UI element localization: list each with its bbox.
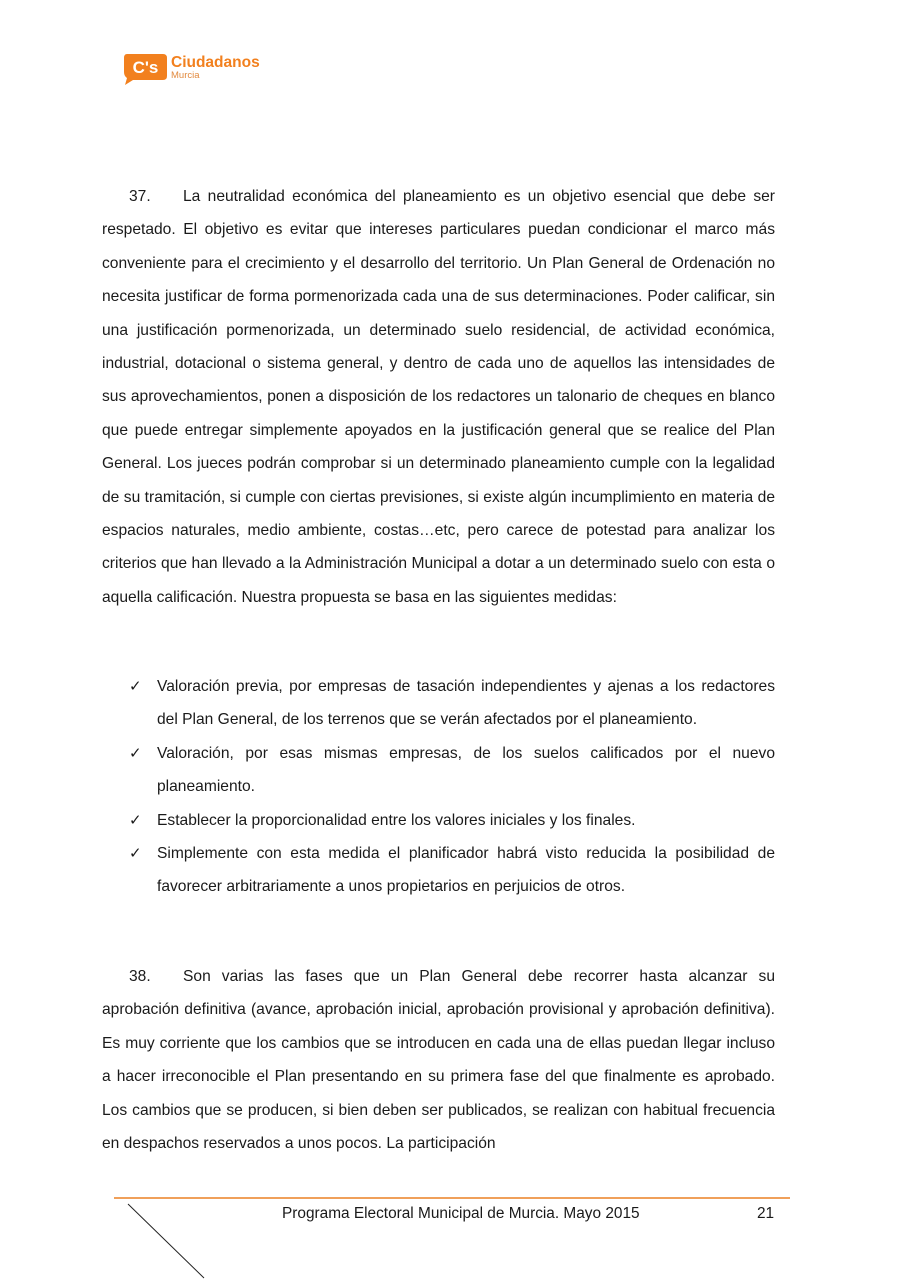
logo-mark: C's — [132, 58, 159, 77]
page-number: 21 — [757, 1205, 775, 1222]
checkmark-icon: ✓ — [129, 844, 142, 863]
paragraph-text: La neutralidad económica del planeamiento es un objetivo esencial que debe ser respetado. El objetivo es evitar que intereses particulares puedan condicionar el marco más conveniente para el crecimiento y el desarrollo del territorio. Un Plan General de Ordenación no necesita justificar de forma pormenorizada cada una de sus determinaciones. Poder calificar, sin una justificación pormenorizada, un determinado suelo residencial, de actividad económica, industrial, dotacional o sistema general, y dentro de cada uno de aquellos las intensidades de sus aprovechamientos, ponen a disposición de los redactores un talonario de cheques en blanco que puede entregar simplemente apoyados en la justificación general que se realice del Plan General. Los jueces podrán comprobar si un determinado planeamiento cumple con la legalidad de su tramitación, si cumple con ciertas previsiones, si existe algún incumplimiento en materia de espacios naturales, medio ambiente, costas…etc, pero carece de potestad para analizar los criterios que han llevado a la Administración Municipal a dotar a un determinado suelo con esta o aquella calificación. Nuestra propuesta se basa en las siguientes medidas: — [102, 188, 775, 606]
list-item — [102, 737, 775, 804]
measures-list — [102, 670, 775, 904]
list-item-text: Valoración previa, por empresas de tasación independientes y ajenas a los redactores del Plan General, de los terrenos que se verán afectados por el planeamiento. — [157, 678, 775, 729]
list-item — [102, 804, 775, 837]
logo-place: Murcia — [171, 70, 200, 81]
checkmark-icon: ✓ — [129, 677, 142, 695]
logo-name: Ciudadanos — [171, 54, 260, 71]
footer-divider — [114, 1197, 790, 1199]
list-item — [102, 670, 775, 737]
ciudadanos-logo — [123, 52, 273, 86]
list-item-text: Simplemente con esta medida el planificador habrá visto reducida la posibilidad de favorecer arbitrariamente a unos propietarios en perjuicios de otros. — [157, 845, 775, 896]
paragraph-text: Son varias las fases que un Plan General debe recorrer hasta alcanzar su aprobación definitiva (avance, aprobación inicial, aprobación provisional y aprobación definitiva). Es muy corriente que los cambios que se introducen en cada una de ellas puedan llegar incluso a hacer irreconocible el Plan presentando en su primera fase del que finalmente es aprobado. Los cambios que se producen, si bien deben ser publicados, se realizan con habitual frecuencia en despachos reservados a unos pocos. La participación — [102, 968, 775, 1153]
list-item-text: Establecer la proporcionalidad entre los valores iniciales y los finales. — [157, 811, 636, 829]
paragraph-number: 38. — [129, 968, 151, 985]
footer-diagonal-line — [126, 1202, 208, 1280]
list-item — [102, 837, 775, 904]
footer-title: Programa Electoral Municipal de Murcia. Mayo 2015 — [282, 1205, 640, 1222]
checkmark-icon: ✓ — [129, 810, 142, 829]
checkmark-icon: ✓ — [129, 743, 142, 762]
list-item-text: Valoración, por esas mismas empresas, de los suelos calificados por el nuevo planeamiento. — [157, 744, 775, 796]
paragraph-37 — [102, 180, 775, 614]
paragraph-38 — [102, 960, 775, 1160]
paragraph-number: 37. — [129, 188, 151, 205]
